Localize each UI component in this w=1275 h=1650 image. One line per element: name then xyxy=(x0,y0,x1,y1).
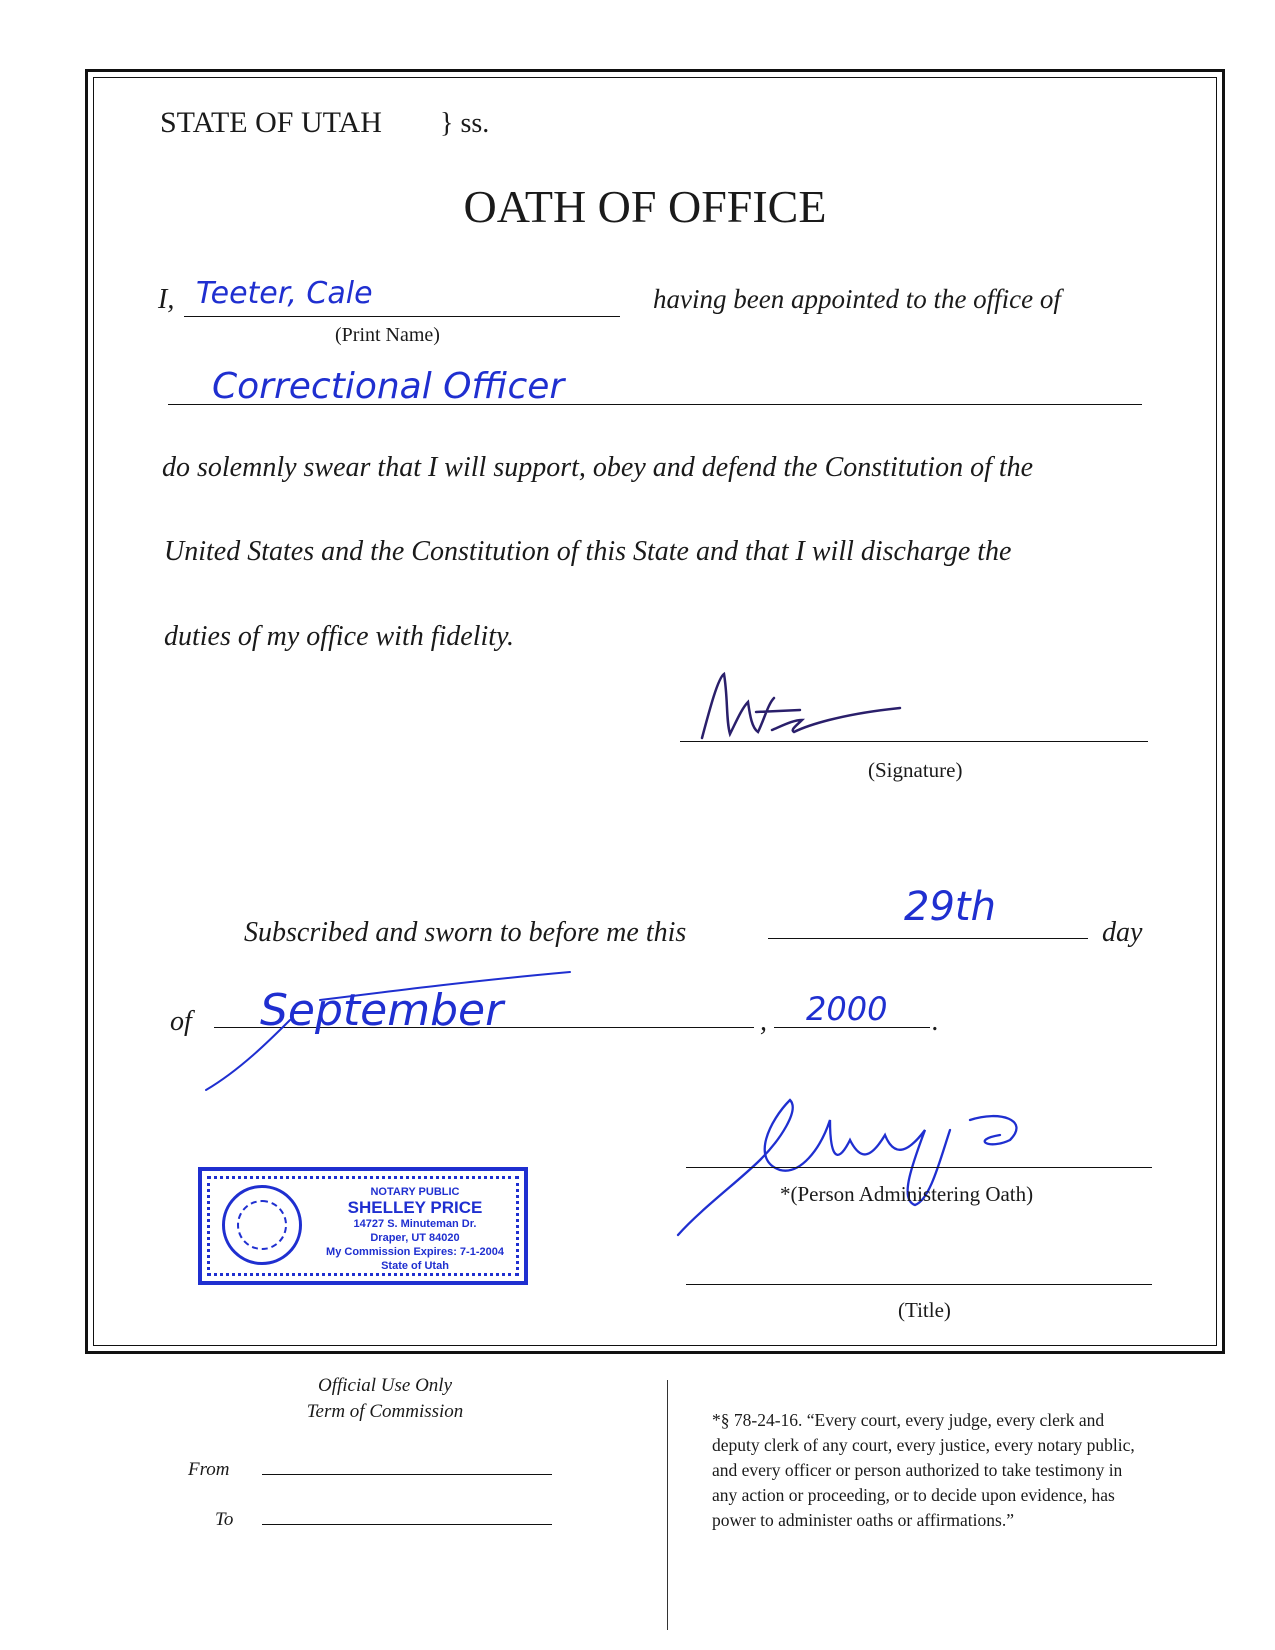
day-value: 29th xyxy=(904,884,996,930)
stamp-line-5: My Commission Expires: 7-1-2004 xyxy=(326,1246,504,1258)
title-line xyxy=(686,1284,1152,1285)
year-period: . xyxy=(932,1006,939,1037)
administering-caption: *(Person Administering Oath) xyxy=(780,1182,1034,1206)
office-value: Correctional Officer xyxy=(212,366,565,407)
day-word: day xyxy=(1102,917,1143,948)
stamp-line-2: SHELLEY PRICE xyxy=(347,1198,483,1217)
footnote-line-1: *§ 78-24-16. “Every court, every judge, every clerk and xyxy=(712,1410,1105,1430)
to-label: To xyxy=(215,1509,234,1530)
official-use-heading: Official Use Only xyxy=(317,1375,453,1396)
notary-stamp xyxy=(198,1167,528,1285)
appointed-text: having been appointed to the office of xyxy=(653,284,1061,314)
day-line xyxy=(768,938,1088,939)
title-caption: (Title) xyxy=(898,1298,951,1322)
footnote-line-5: power to administer oaths or affirmations.” xyxy=(712,1510,1014,1530)
stamp-line-4: Draper, UT 84020 xyxy=(370,1232,460,1244)
name-line xyxy=(184,316,620,317)
stamp-line-3: 14727 S. Minuteman Dr. xyxy=(353,1218,477,1230)
month-flourish xyxy=(200,960,580,1100)
notary-signature xyxy=(670,1090,1060,1240)
oath-line-2: United States and the Constitution of this State and that I will discharge the xyxy=(164,536,1012,567)
from-label: From xyxy=(188,1459,230,1480)
page-title: OATH OF OFFICE xyxy=(463,181,827,232)
signature-line xyxy=(680,741,1148,742)
stamp-line-6: State of Utah xyxy=(381,1260,449,1272)
to-line xyxy=(262,1524,552,1525)
month-value: September xyxy=(260,985,504,1036)
stamp-line-1: NOTARY PUBLIC xyxy=(370,1186,460,1198)
subscribed-text: Subscribed and sworn to before me this xyxy=(244,917,687,948)
term-heading: Term of Commission xyxy=(306,1401,464,1422)
oath-line-3: duties of my office with fidelity. xyxy=(164,621,514,652)
year-value: 2000 xyxy=(806,990,888,1028)
name-caption: (Print Name) xyxy=(335,324,440,346)
venue-suffix: } ss. xyxy=(440,108,490,139)
footer-divider xyxy=(667,1380,668,1630)
footnote-line-4: any action or proceeding, or to decide upon evidence, has xyxy=(712,1485,1115,1505)
oath-signature xyxy=(690,668,910,748)
oath-pronoun: I, xyxy=(158,284,175,315)
of-word: of xyxy=(170,1006,192,1037)
oath-line-1: do solemnly swear that I will support, obey and defend the Constitution of the xyxy=(162,452,1034,483)
statute-footnote xyxy=(712,1408,1135,1533)
footnote-line-2: deputy clerk of any court, every justice, every notary public, xyxy=(712,1435,1135,1455)
state-seal-icon xyxy=(222,1185,302,1265)
name-value: Teeter, Cale xyxy=(196,276,373,311)
year-comma: , xyxy=(760,1006,767,1037)
from-line xyxy=(262,1474,552,1475)
signature-caption: (Signature) xyxy=(868,758,963,782)
footnote-line-3: and every officer or person authorized to take testimony in xyxy=(712,1460,1123,1480)
state-label: STATE OF UTAH xyxy=(160,106,382,139)
administering-line xyxy=(686,1167,1152,1168)
